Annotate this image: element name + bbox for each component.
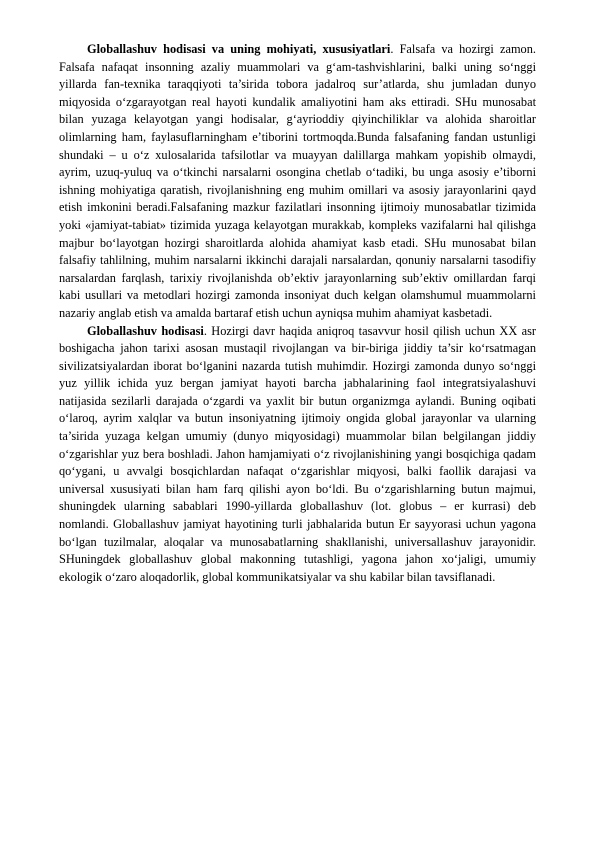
paragraph-globalization-phenomenon	[59, 323, 536, 587]
paragraph-globalization-essence	[59, 41, 536, 323]
document-page	[59, 41, 536, 586]
paragraph-heading: Globallashuv hodisasi	[87, 323, 204, 338]
paragraph-body: . Hozirgi davr haqida aniqroq tasavvur hosil qilish uchun XX asr boshigacha jahon tarixi asosan mustaqil rivojlangan va bir-biriga jiddiy ta’sir ko‘rsatmagan sivilizatsiyalardan iborat bo‘lganini nazarda tutish muhimdir. Hozirgi zamonda dunyo so‘nggi yuz yillik ichida yuz bergan jamiyat hayoti barcha jabhalarining faol integratsiyalashuvi natijasida sezilarli darajada o‘zgardi va yaxlit bir butun organizmga aylandi. Buning oqibati o‘laroq, ayrim xalqlar va butun insoniyatning ijtimoiy ongida global jarayonlar va ularning ta’sirida yuzaga kelgan umumiy (dunyo miqyosidagi) muammolar bilan belgilangan jiddiy o‘zgarishlar yuz bera boshladi. Jahon hamjamiyati o‘z rivojlanishining yangi bosqichiga qadam qo‘ygani, u avvalgi bosqichlardan nafaqat o‘zgarishlar miqyosi, balki faollik darajasi va universal xususiyati bilan ham farq qilishi ayon bo‘ldi. Bu o‘zgarishlarning butun majmui, shuningdek ularning sabablari 1990-yillarda globallashuv (lot. globus – er kurrasi) deb nomlandi. Globallashuv jamiyat hayotining turli jabhalarida butun Er sayyorasi uchun yagona bo‘lgan tuzilmalar, aloqalar va munosabatlarning shakllanishi, universallashuv jarayonidir. SHuningdek globallashuv global makonning tutashligi, yagona jahon xo‘jaligi, umumiy ekologik o‘zaro aloqadorlik, global kommunikatsiyalar va shu kabilar bilan tavsiflanadi.	[59, 323, 536, 584]
paragraph-heading: Globallashuv hodisasi va uning mohiyati, xususiyatlari	[87, 42, 391, 56]
paragraph-body: . Falsafa va hozirgi zamon. Falsafa nafaqat insonning azaliy muammolari va g‘am-tashvishlarini, balki uning so‘nggi yillarda fan-texnika taraqqiyoti ta’sirida tobora jadalroq sur’atlarda, shu jumladan dunyo miqyosida o‘zgarayotgan real hayoti kundalik amaliyotini ham aks ettiradi. SHu munosabat bilan yuzaga kelayotgan yangi hodisalar, g‘ayrioddiy qiyinchiliklar va alohida sharoitlar olimlarning ham, faylasuflarningham e’tiborini tortmoqda.Bunda falsafaning fandan ustunligi shundaki – u o‘z xulosalarida tafsilotlar va muayyan dalillarga mahkam yopishib olmaydi, ayrim, uzuq-yuluq va o‘tkinchi narsalarni osongina chetlab o‘tadiki, bu unga asosiy e’tiborni ishning mohiyatiga qaratish, rivojlanishning eng muhim omillari va asosiy jarayonlarini qayd etish imkonini beradi.Falsafaning mazkur fazilatlari insonning ijtimoiy munosabatlar tizimida yoki «jamiyat-tabiat» tizimida yuzaga kelayotgan murakkab, kompleks vazifalarni hal qilishga majbur bo‘layotgan hozirgi sharoitlarda alohida ahamiyat kasb etadi. SHu munosabat bilan falsafiy tahlilning, muhim narsalarni ikkinchi darajali narsalardan, qonuniy narsalarni tasodifiy narsalardan farqlash, tarixiy rivojlanishda ob’ektiv jarayonlarning sub’ektiv omillardan farqi kabi usullari va metodlari hozirgi zamonda insoniyat duch kelgan olamshumul muammolarni nazariy anglab etish va amalda bartaraf etish uchun ayniqsa muhim ahamiyat kasbetadi.	[59, 42, 536, 320]
